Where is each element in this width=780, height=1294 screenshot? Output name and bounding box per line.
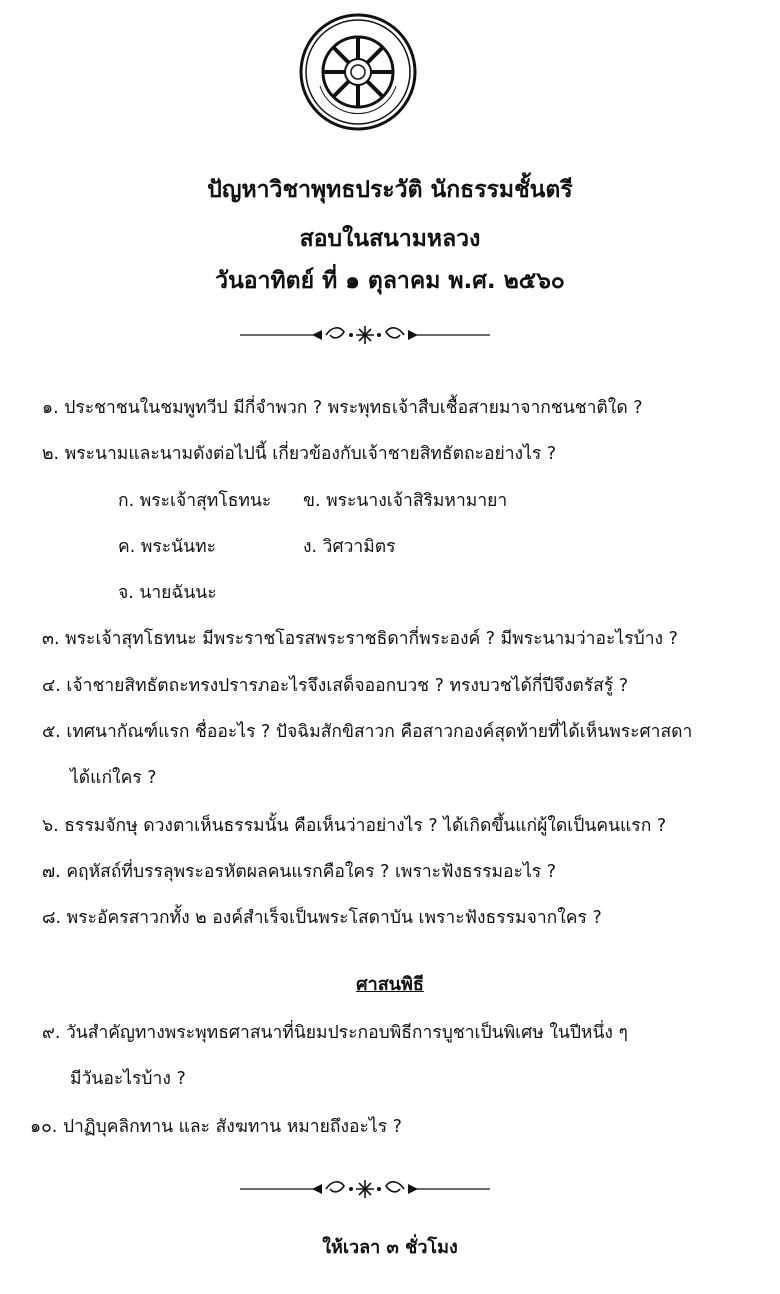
exam-date: วันอาทิตย์ ที่ ๑ ตุลาคม พ.ศ. ๒๕๖๐ — [215, 268, 565, 294]
question-9-continuation: มีวันอะไรบ้าง ? — [70, 1069, 186, 1089]
question-number: ๘. — [42, 908, 62, 928]
question-9 — [42, 1020, 628, 1046]
question-2-option-a: ก. พระเจ้าสุทโธทนะ — [118, 491, 272, 511]
dhamma-wheel-seal-icon — [298, 12, 418, 132]
exam-title: ปัญหาวิชาพุทธประวัติ นักธรรมชั้นตรี — [207, 177, 573, 203]
question-text: ประชาชนในชมพูทวีป มีกี่จำพวก ? พระพุทธเจ้าสืบเชื้อสายมาจากชนชาติใด ? — [64, 398, 643, 418]
question-2-option-d: ง. วิศวามิตร — [303, 537, 396, 557]
question-text: ธรรมจักษุ ดวงตาเห็นธรรมนั้น คือเห็นว่าอย่างไร ? ได้เกิดขึ้นแก่ผู้ใดเป็นคนแรก ? — [64, 816, 667, 836]
question-number: ๙. — [42, 1023, 61, 1043]
ornamental-divider-icon — [240, 1174, 490, 1204]
question-2-option-e: จ. นายฉันนะ — [118, 583, 217, 603]
question-number: ๓. — [42, 629, 60, 649]
question-number: ๒. — [42, 444, 60, 464]
question-number: ๕. — [42, 722, 61, 742]
question-text: เทศนากัณฑ์แรก ชื่ออะไร ? ปัจฉิมสักขิสาวก คือสาวกองค์สุดท้ายที่ได้เห็นพระศาสดา — [66, 722, 693, 742]
question-6 — [42, 813, 666, 839]
question-number: ๖. — [42, 816, 59, 836]
question-4 — [42, 673, 628, 699]
section-heading — [0, 972, 780, 998]
question-text: วันสำคัญทางพระพุทธศาสนาที่นิยมประกอบพิธีการบูชาเป็นพิเศษ ในปีหนึ่ง ๆ — [65, 1023, 628, 1043]
question-text: พระอัครสาวกทั้ง ๒ องค์สำเร็จเป็นพระโสดาบัน เพราะฟังธรรมจากใคร ? — [66, 908, 602, 928]
question-5 — [42, 719, 692, 745]
time-allowed: ให้เวลา ๓ ชั่วโมง — [322, 1237, 458, 1258]
question-5-continuation: ได้แก่ใคร ? — [70, 768, 157, 788]
question-2-option-b: ข. พระนางเจ้าสิริมหามายา — [303, 491, 508, 511]
question-10 — [30, 1114, 402, 1140]
question-text: เจ้าชายสิทธัตถะทรงปรารภอะไรจึงเสด็จออกบวช ? ทรงบวชได้กี่ปีจึงตรัสรู้ ? — [66, 676, 629, 696]
question-number: ๑. — [42, 398, 59, 418]
question-2-option-c: ค. พระนันทะ — [118, 537, 217, 557]
question-number: ๑๐. — [30, 1117, 58, 1137]
question-2 — [42, 441, 556, 467]
question-3 — [42, 626, 678, 652]
exam-subtitle: สอบในสนามหลวง — [299, 226, 481, 252]
question-7 — [42, 859, 556, 885]
question-number: ๔. — [42, 676, 61, 696]
question-1 — [42, 395, 643, 421]
question-text: พระเจ้าสุทโธทนะ มีพระราชโอรสพระราชธิดากี่พระองค์ ? มีพระนามว่าอะไรบ้าง ? — [65, 629, 678, 649]
question-text: พระนามและนามดังต่อไปนี้ เกี่ยวข้องกับเจ้าชายสิทธัตถะอย่างไร ? — [64, 444, 557, 464]
section-heading-text: ศาสนพิธี — [356, 974, 424, 995]
question-8 — [42, 905, 602, 931]
question-text: คฤหัสถ์ที่บรรลุพระอรหัตผลคนแรกคือใคร ? เพราะฟังธรรมอะไร ? — [66, 862, 556, 882]
question-text: ปาฏิบุคลิกทาน และ สังฆทาน หมายถึงอะไร ? — [62, 1117, 402, 1137]
question-number: ๗. — [42, 862, 61, 882]
ornamental-divider-icon — [240, 320, 490, 350]
